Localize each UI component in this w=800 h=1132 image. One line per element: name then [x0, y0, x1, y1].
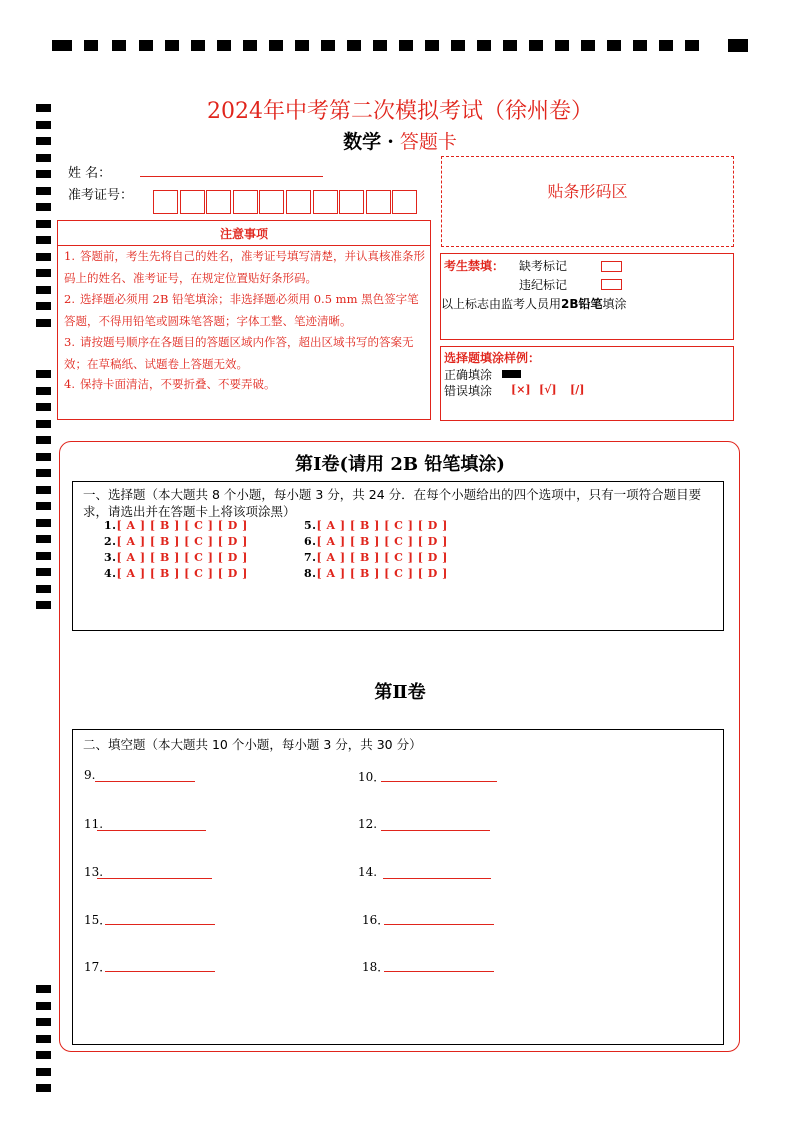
timing-mark: [36, 552, 51, 560]
timing-mark: [503, 40, 517, 51]
mc-question-number: 2.: [104, 535, 117, 548]
timing-mark: [36, 203, 51, 211]
mc-question-1[interactable]: [104, 519, 248, 532]
timing-mark: [112, 40, 126, 51]
timing-mark: [36, 436, 51, 444]
forbidden-title: 考生禁填：: [444, 259, 505, 273]
timing-mark: [36, 601, 51, 609]
timing-mark: [269, 40, 283, 51]
wrong-fill-label: 错误填涂: [444, 384, 493, 398]
mc-options[interactable]: [ A ] [ B ] [ C ] [ D ]: [116, 535, 248, 548]
timing-mark: [52, 40, 72, 51]
fill-section-title: 二、填空题（本大题共 10 个小题，每小题 3 分，共 30 分）: [83, 737, 422, 752]
timing-mark: [36, 535, 51, 543]
part1-title: 第Ⅰ卷(请用 2B 铅笔填涂): [295, 454, 505, 475]
fill-blank-number: 16．: [362, 913, 390, 927]
fill-blank-number: 9.: [84, 768, 96, 782]
timing-mark: [36, 1018, 51, 1026]
timing-mark: [373, 40, 387, 51]
exam-id-digit-box[interactable]: [392, 190, 417, 214]
mc-question-4[interactable]: [104, 567, 248, 580]
fill-blank-number: 11.: [84, 817, 104, 831]
fill-blank-number: 10．: [358, 770, 386, 784]
fill-blank-number: 14.: [358, 865, 378, 879]
timing-mark: [139, 40, 153, 51]
timing-mark: [36, 585, 51, 593]
timing-mark: [36, 420, 51, 428]
exam-id-digit-box[interactable]: [339, 190, 364, 214]
timing-mark: [165, 40, 179, 51]
timing-mark: [581, 40, 595, 51]
violation-mark-box[interactable]: [601, 279, 622, 290]
timing-mark: [607, 40, 621, 51]
fill-blank-answer-line[interactable]: [95, 781, 195, 782]
mc-question-2[interactable]: [104, 535, 248, 548]
timing-mark: [321, 40, 335, 51]
fill-blank-number: 17．: [84, 960, 112, 974]
fill-section-box: [72, 729, 724, 1045]
mc-section-title: 一、选择题（本大题共 8 个小题，每小题 3 分，共 24 分．在每个小题给出的四个选项中，只有一项符合题目要求，请选出并在答题卡上将该项涂黑）: [83, 487, 702, 519]
timing-mark: [36, 1084, 51, 1092]
timing-mark: [243, 40, 257, 51]
mc-question-number: 8.: [304, 567, 317, 580]
absent-label: 缺考标记: [519, 259, 568, 273]
barcode-area: [441, 156, 734, 247]
timing-mark: [84, 40, 98, 51]
fill-blank-answer-line[interactable]: [384, 971, 494, 972]
timing-mark: [36, 1051, 51, 1059]
sample-title: 选择题填涂样例：: [444, 351, 541, 365]
subtitle-dot: ·: [387, 131, 394, 153]
fill-blank-answer-line[interactable]: [383, 878, 491, 879]
timing-mark: [36, 1035, 51, 1043]
wrong-mark-cross: [×]: [511, 383, 531, 396]
exam-id-digit-box[interactable]: [233, 190, 258, 214]
page-title: 2024年中考第二次模拟考试（徐州卷）: [207, 99, 593, 124]
timing-mark: [529, 40, 543, 51]
mc-question-6[interactable]: [304, 535, 448, 548]
timing-mark: [36, 187, 51, 195]
mc-question-8[interactable]: [304, 567, 448, 580]
mc-options[interactable]: [ A ] [ B ] [ C ] [ D ]: [116, 567, 248, 580]
mc-options[interactable]: [ A ] [ B ] [ C ] [ D ]: [316, 535, 448, 548]
fill-blank-number: 13.: [84, 865, 104, 879]
name-field[interactable]: [140, 176, 323, 177]
mc-question-7[interactable]: [304, 551, 448, 564]
timing-mark: [36, 519, 51, 527]
timing-mark: [36, 236, 51, 244]
timing-mark: [217, 40, 231, 51]
fill-blank-number: 15．: [84, 913, 112, 927]
timing-mark: [659, 40, 673, 51]
fill-blank-answer-line[interactable]: [97, 830, 206, 831]
fill-blank-answer-line[interactable]: [381, 830, 490, 831]
timing-mark: [36, 302, 51, 310]
mc-question-number: 4.: [104, 567, 117, 580]
mc-options[interactable]: [ A ] [ B ] [ C ] [ D ]: [116, 519, 248, 532]
barcode-label: 贴条形码区: [547, 182, 628, 201]
timing-mark: [36, 319, 51, 327]
mc-question-number: 3.: [104, 551, 117, 564]
correct-fill-mark: [502, 370, 521, 378]
timing-mark: [728, 39, 748, 52]
timing-mark: [36, 403, 51, 411]
timing-mark: [399, 40, 413, 51]
timing-mark: [555, 40, 569, 51]
timing-mark: [36, 387, 51, 395]
exam-id-digit-box[interactable]: [259, 190, 284, 214]
timing-mark: [36, 370, 51, 378]
fill-blank-number: 12.: [358, 817, 378, 831]
timing-mark: [36, 154, 51, 162]
fill-blank-answer-line[interactable]: [381, 781, 497, 782]
notice-item-3: 3. 请按题号顺序在各题目的答题区域内作答，超出区域书写的答案无效；在草稿纸、试题卷上答题无效。: [64, 335, 414, 371]
notice-item-4: 4. 保持卡面清洁，不要折叠、不要弄破。: [64, 377, 276, 391]
name-label: 姓 名：: [68, 166, 112, 181]
mc-options[interactable]: [ A ] [ B ] [ C ] [ D ]: [316, 551, 448, 564]
timing-mark: [36, 269, 51, 277]
mc-question-number: 6.: [304, 535, 317, 548]
mc-options[interactable]: [ A ] [ B ] [ C ] [ D ]: [316, 519, 448, 532]
notice-title-box: [57, 220, 431, 246]
violation-label: 违纪标记: [519, 278, 568, 292]
page-subtitle: [0, 127, 800, 154]
timing-mark: [36, 170, 51, 178]
fill-blank-answer-line[interactable]: [97, 878, 212, 879]
part2-title: 第Ⅱ卷: [374, 682, 426, 703]
fill-blank-answer-line[interactable]: [384, 924, 494, 925]
fill-blank-number: 18．: [362, 960, 390, 974]
notice-item-2: 2. 选择题必须用 2B 铅笔填涂；非选择题必须用 0.5 mm 黑色签字笔答题，不得用铅笔或圆珠笔答题；字体工整、笔迹清晰。: [64, 292, 419, 328]
timing-mark: [633, 40, 647, 51]
exam-id-digit-box[interactable]: [366, 190, 391, 214]
timing-mark: [347, 40, 361, 51]
candidate-forbidden-box: [440, 253, 734, 340]
mc-question-number: 5.: [304, 519, 317, 532]
exam-id-label: 准考证号：: [68, 188, 134, 203]
exam-id-digit-box[interactable]: [206, 190, 231, 214]
forbidden-note: 以上标志由监考人员用2B铅笔填涂: [441, 297, 627, 311]
timing-mark: [36, 502, 51, 510]
timing-mark: [36, 1002, 51, 1010]
exam-id-digit-box[interactable]: [180, 190, 205, 214]
timing-mark: [295, 40, 309, 51]
timing-mark: [425, 40, 439, 51]
mc-question-number: 1.: [104, 519, 117, 532]
timing-mark: [36, 568, 51, 576]
exam-id-digit-box[interactable]: [313, 190, 338, 214]
fill-blank-answer-line[interactable]: [105, 924, 215, 925]
fill-blank-answer-line[interactable]: [105, 971, 215, 972]
mc-question-3[interactable]: [104, 551, 248, 564]
exam-id-digit-box[interactable]: [153, 190, 178, 214]
timing-mark: [36, 220, 51, 228]
timing-mark: [477, 40, 491, 51]
mc-options[interactable]: [ A ] [ B ] [ C ] [ D ]: [316, 567, 448, 580]
timing-mark: [685, 40, 699, 51]
timing-mark: [36, 1068, 51, 1076]
wrong-mark-slash: [/]: [570, 383, 585, 396]
timing-mark: [36, 286, 51, 294]
exam-id-digit-box[interactable]: [286, 190, 311, 214]
timing-mark: [36, 985, 51, 993]
subject-name: 数学: [343, 131, 382, 153]
wrong-mark-check: [√]: [539, 383, 557, 396]
notice-item-1: 1. 答题前，考生先将自己的姓名，准考证号填写清楚，并认真核准条形码上的姓名、准考证号，在规定位置贴好条形码。: [64, 249, 425, 285]
timing-mark: [191, 40, 205, 51]
answer-card-label: 答题卡: [399, 131, 457, 153]
timing-mark: [451, 40, 465, 51]
correct-fill-label: 正确填涂: [444, 368, 493, 382]
absent-mark-box[interactable]: [601, 261, 622, 272]
timing-mark: [36, 253, 51, 261]
mc-question-5[interactable]: [304, 519, 448, 532]
notice-title: 注意事项: [219, 227, 268, 241]
fill-sample-box: [440, 346, 734, 421]
timing-mark: [36, 486, 51, 494]
mc-question-number: 7.: [304, 551, 317, 564]
mc-options[interactable]: [ A ] [ B ] [ C ] [ D ]: [116, 551, 248, 564]
